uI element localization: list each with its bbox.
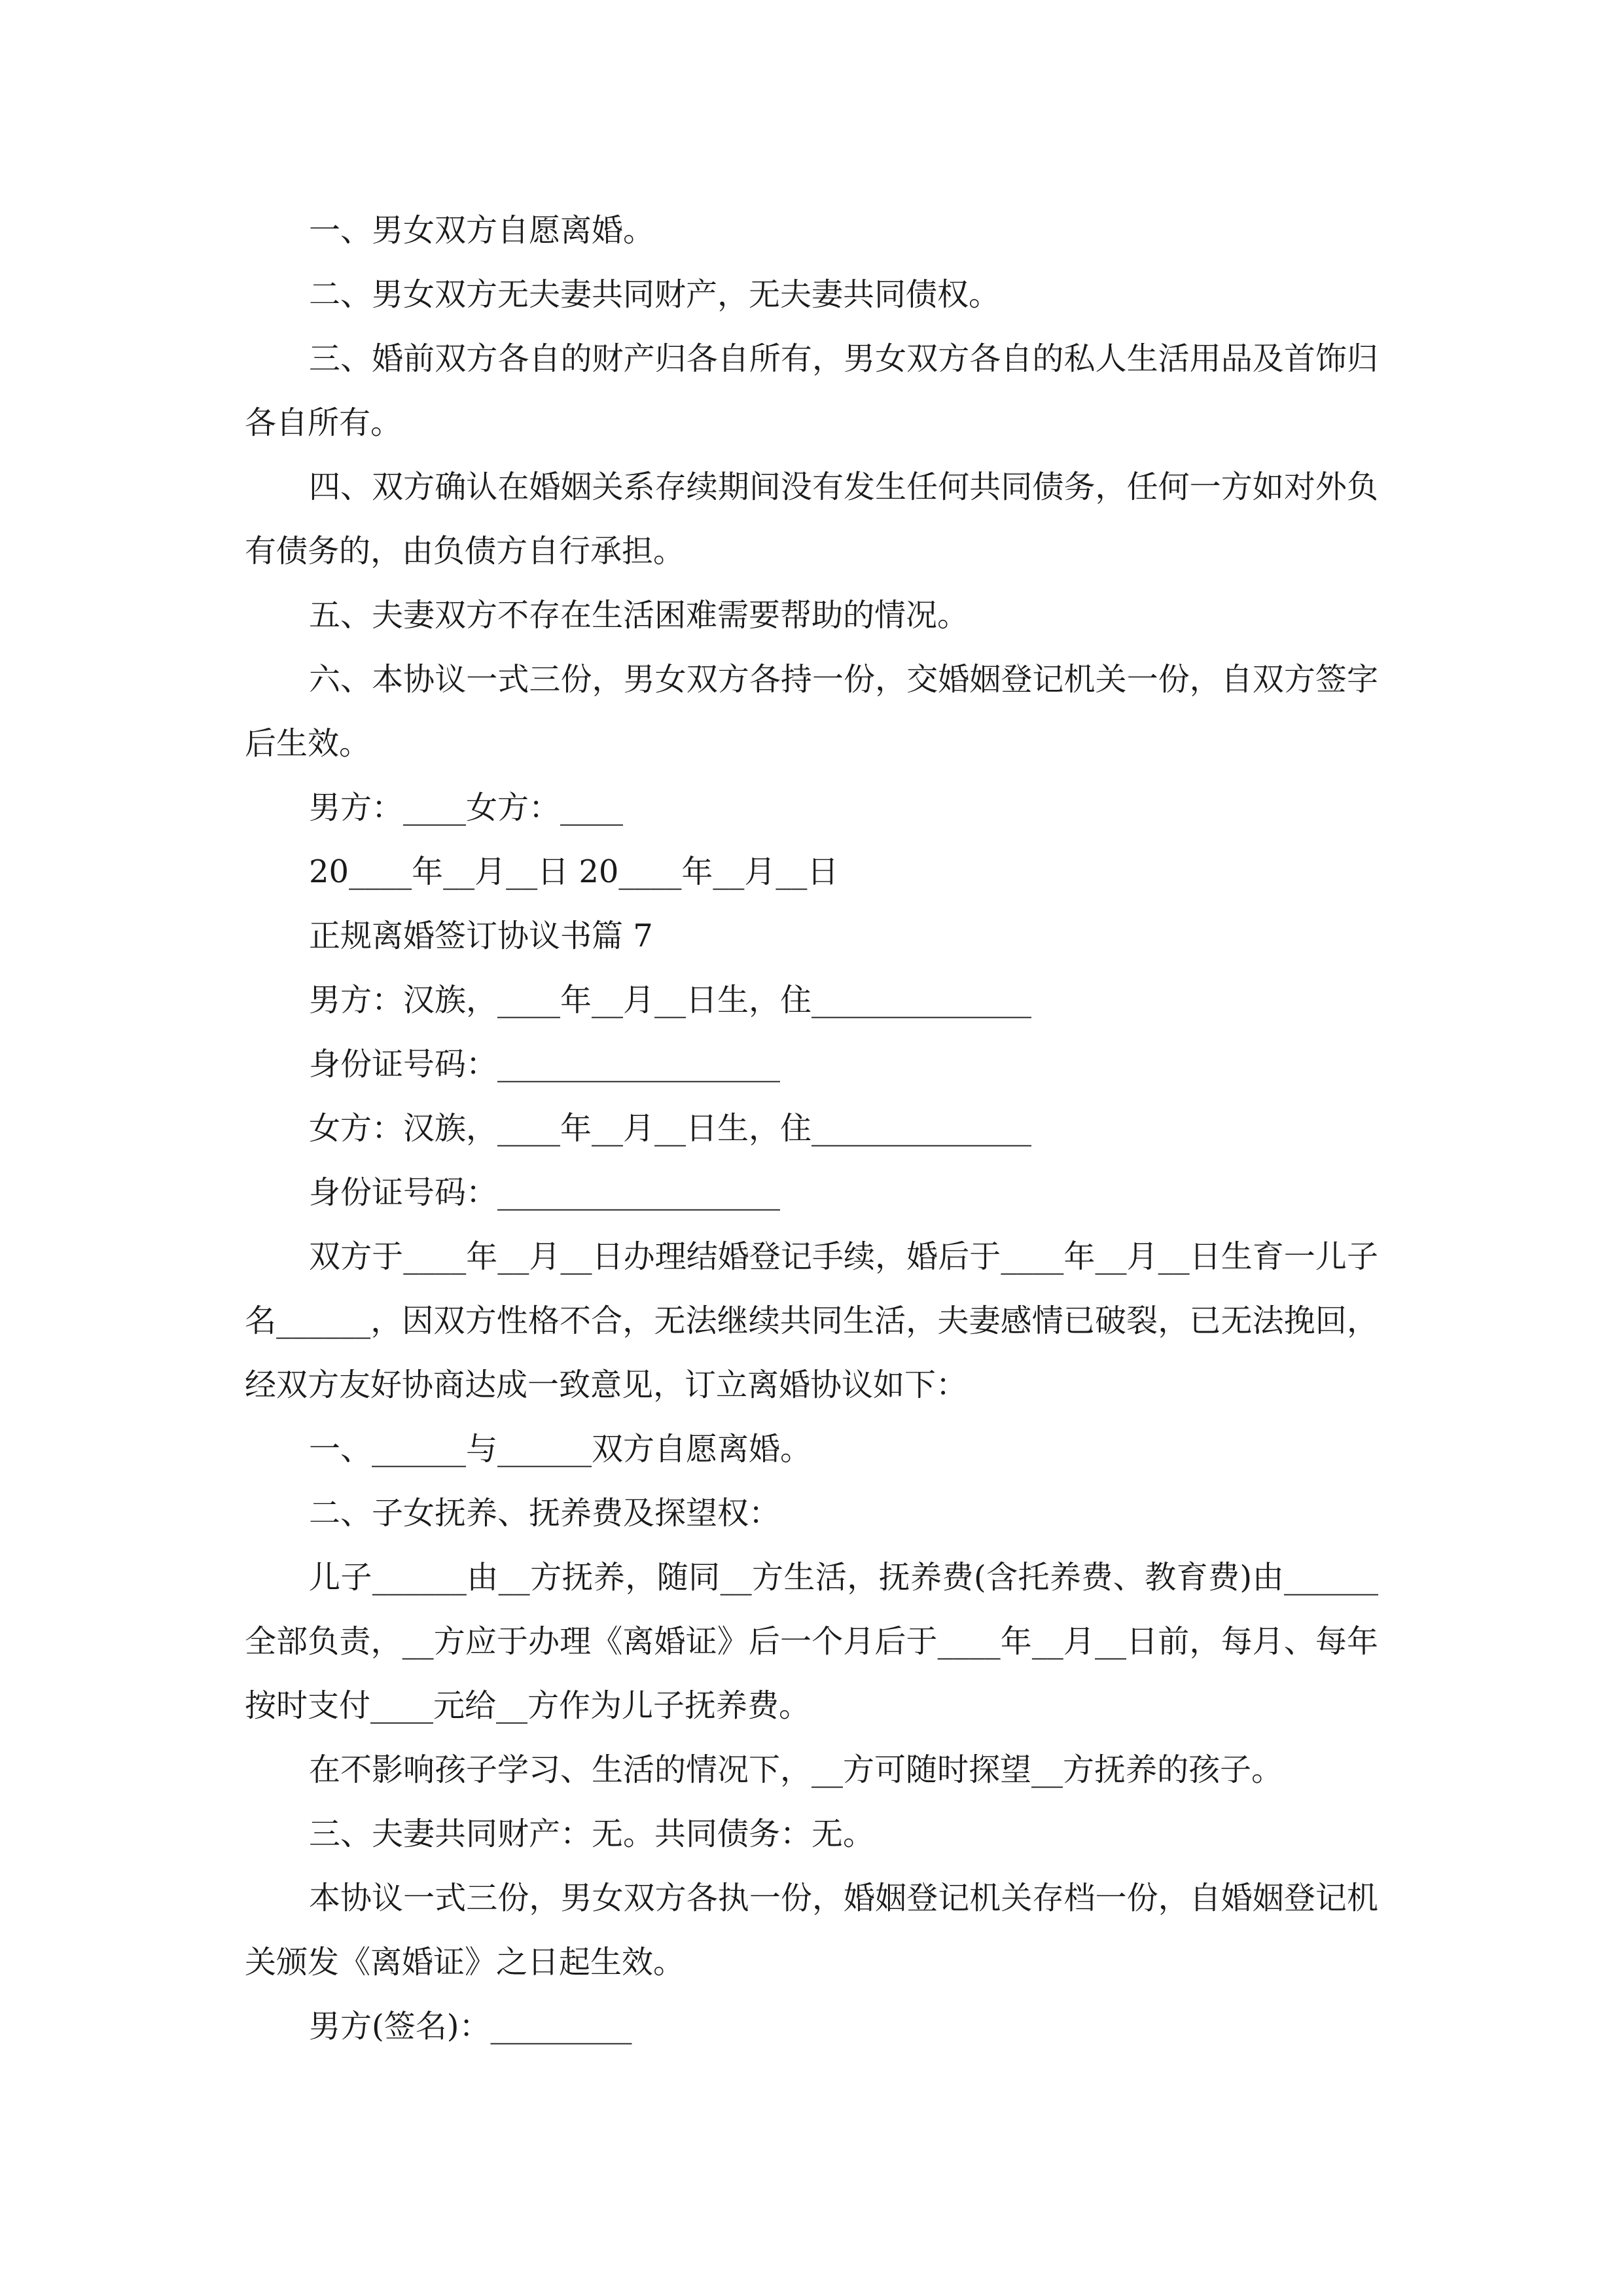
- visitation-paragraph: 在不影响孩子学习、生活的情况下，__方可随时探望__方抚养的孩子。: [309, 1751, 1283, 1788]
- custody-paragraph: 儿子______由__方抚养，随同__方生活，抚养费(含托养费、教育费)由______全部负责，__方应于办理《离婚证》后一个月后于____年__月__日前，每月、每年按时支付____元给__方作为儿子抚养费。: [245, 1559, 1378, 1724]
- document-body: [245, 198, 1378, 2058]
- paragraph-clause-4: 四、双方确认在婚姻关系存续期间没有发生任何共同债务，任何一方如对外负有债务的，由负债方自行承担。: [245, 469, 1378, 569]
- paragraph-clause-5: 五、夫妻双方不存在生活困难需要帮助的情况。: [309, 597, 969, 634]
- agreement-clause-2: 二、子女抚养、抚养费及探望权：: [309, 1495, 781, 1532]
- male-signature-line: 男方(签名)：_________: [309, 2008, 632, 2045]
- agreement-clause-3: 三、夫妻共同财产：无。共同债务：无。: [309, 1816, 875, 1852]
- paragraph-clause-1: 一、男女双方自愿离婚。: [309, 212, 655, 249]
- section-title: 正规离婚签订协议书篇 7: [309, 918, 653, 954]
- paragraph-clause-2: 二、男女双方无夫妻共同财产，无夫妻共同债权。: [309, 276, 1001, 313]
- copies-paragraph: 本协议一式三份，男女双方各执一份，婚姻登记机关存档一份，自婚姻登记机关颁发《离婚证》之日起生效。: [245, 1880, 1378, 1981]
- female-party-info: 女方：汉族，____年__月__日生，住______________: [309, 1110, 1032, 1147]
- date-line: 20____年__月__日 20____年__月__日: [309, 853, 839, 890]
- paragraph-clause-6: 六、本协议一式三份，男女双方各持一份，交婚姻登记机关一份，自双方签字后生效。: [245, 661, 1378, 762]
- signature-line: 男方：____女方：____: [309, 789, 624, 826]
- paragraph-clause-3: 三、婚前双方各自的财产归各自所有，男女双方各自的私人生活用品及首饰归各自所有。: [245, 340, 1378, 441]
- agreement-clause-1: 一、______与______双方自愿离婚。: [309, 1431, 812, 1467]
- male-party-info: 男方：汉族，____年__月__日生，住______________: [309, 982, 1032, 1018]
- male-id-number: 身份证号码：__________________: [309, 1046, 781, 1083]
- female-id-number: 身份证号码：__________________: [309, 1174, 781, 1211]
- preamble-paragraph: 双方于____年__月__日办理结婚登记手续，婚后于____年__月__日生育一儿子名______，因双方性格不合，无法继续共同生活，夫妻感情已破裂，已无法挽回，经双方友好协商达成一致意见，订立离婚协议如下：: [245, 1238, 1378, 1403]
